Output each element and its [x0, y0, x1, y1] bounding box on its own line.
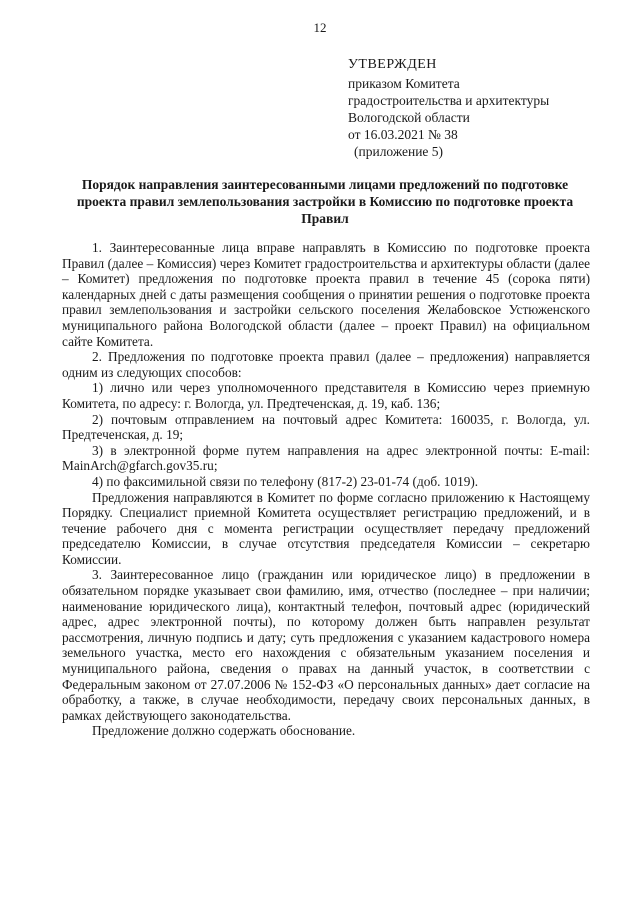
- approval-line: градостроительства и архитектуры: [348, 93, 550, 108]
- list-item: 3) в электронной форме путем направления на адрес электронной почты: E-mail: MainArch@gfarch.gov35.ru;: [62, 442, 590, 474]
- approval-stamp: [348, 56, 628, 160]
- list-item: 4) по факсимильной связи по телефону (817-2) 23-01-74 (доб. 1019).: [92, 473, 479, 489]
- approval-line: Вологодской области: [348, 110, 470, 125]
- list-item: 1) лично или через уполномоченного представителя в Комиссию через приемную Комитета, по адресу: г. Вологда, ул. Предтеченская, д. 19, каб. 136;: [62, 380, 590, 411]
- approval-line: приказом Комитета: [348, 76, 460, 91]
- approval-heading: УТВЕРЖДЕН: [348, 57, 437, 72]
- page-number: 12: [313, 20, 327, 35]
- document-body: [62, 240, 590, 739]
- approval-line: от 16.03.2021 № 38: [348, 127, 458, 142]
- paragraph: 1. Заинтересованные лица вправе направлять в Комиссию по подготовке проекта Правил (далее – Комиссия) через Комитет градостроительства и архитектуры области (далее – Комитет) предложения по подготовке проекта правил в течение 45 (сорока пяти) календарных дней с даты размещения сообщения о принятии решения о подготовке проекта правил землепользования и застройки сельского поселения Желабовское Устюженского муниципального района Вологодской области (далее – проект Правил) на официальном сайте Комитета.: [62, 240, 590, 349]
- paragraph: 2. Предложения по подготовке проекта правил (далее – предложения) направляется одним из следующих способов:: [62, 349, 590, 380]
- paragraph: Предложение должно содержать обоснование.: [92, 723, 356, 739]
- document-title: Порядок направления заинтересованными лицами предложений по подготовке проекта правил землепользования застройки в Комиссию по подготовке проекта Правил: [76, 177, 574, 226]
- list-item: 2) почтовым отправлением на почтовый адрес Комитета: 160035, г. Вологда, ул. Предтеченская, д. 19;: [62, 411, 590, 443]
- paragraph: 3. Заинтересованное лицо (гражданин или юридическое лицо) в предложении в обязательном порядке указывает свои фамилию, имя, отчество (последнее – при наличии; наименование юридического лица), контактный телефон, почтовый адрес (юридический адрес, адрес электронной почты), по которому должен быть направлен результат рассмотрения, личную подпись и дату; суть предложения с указанием кадастрового номера земельного участка, место его нахождения с обязательным указанием поселения и муниципального района, сведения о правах на данный участок, в соответствии с Федеральным законом от 27.07.2006 № 152-ФЗ «О персональных данных» дает согласие на обработку, а также, в случае необходимости, передачу своих персональных данных, в рамках действующего законодательства.: [62, 567, 590, 723]
- paragraph: Предложения направляются в Комитет по форме согласно приложению к Настоящему Порядку. Специалист приемной Комитета осуществляет регистрацию предложений, и в течение рабочего дня с момента регистрации осуществляет передачу предложений председателю Комиссии, в случае отсутствия председателя Комиссии – секретарю Комиссии.: [62, 489, 590, 567]
- approval-annex: (приложение 5): [354, 144, 444, 159]
